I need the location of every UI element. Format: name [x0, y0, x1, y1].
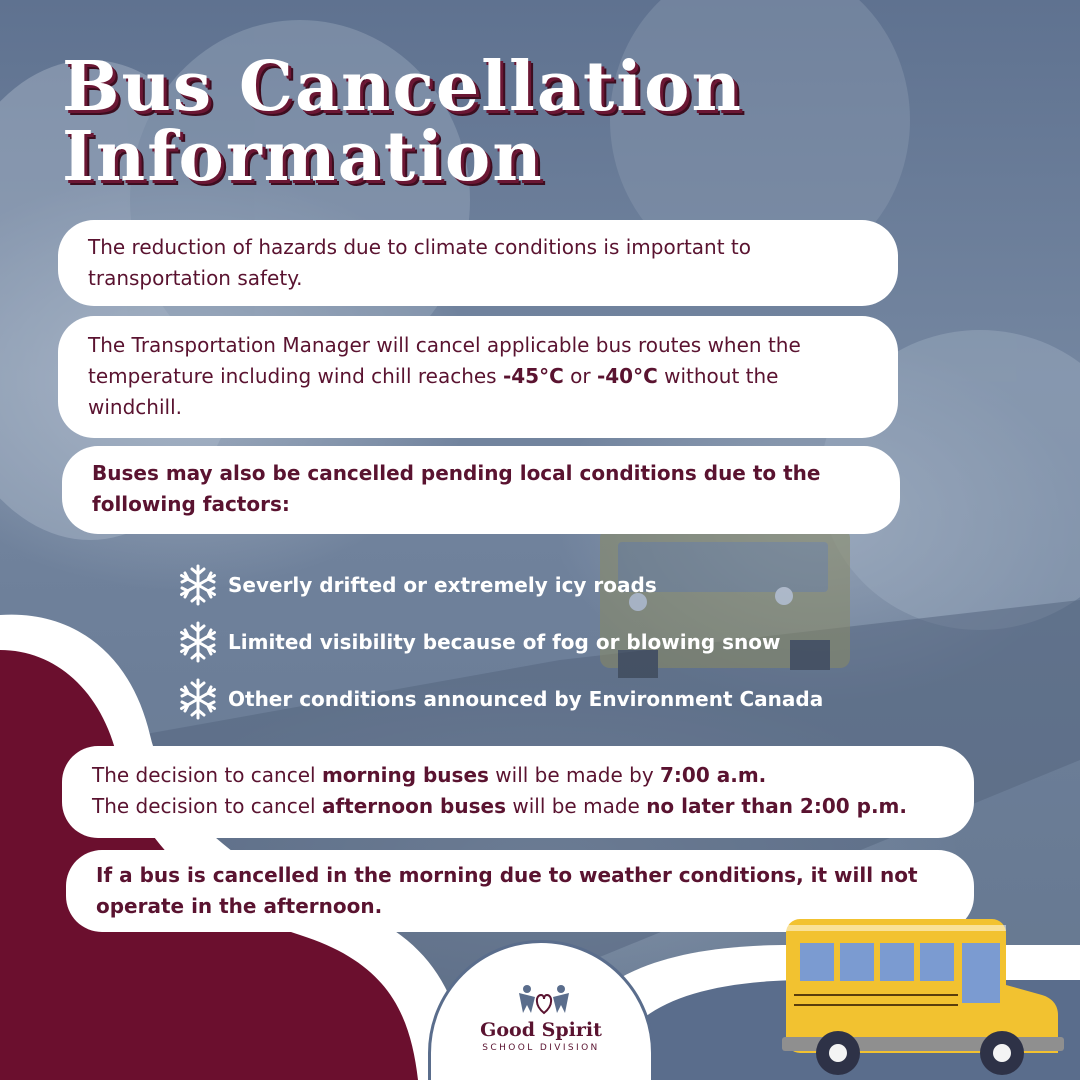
- factors-list: [176, 556, 823, 727]
- decision-line-afternoon: [92, 791, 946, 822]
- snowflake-icon: [176, 677, 220, 721]
- factor-label: Other conditions announced by Environment Canada: [228, 686, 824, 711]
- temperature-text-1: The Transportation Manager will cancel applicable bus routes when the temperature including wind chill reaches: [88, 333, 801, 388]
- temperature-text-3: without the windchill.: [88, 364, 779, 419]
- decision-line-morning: [92, 760, 946, 791]
- temperature-text: [88, 330, 870, 423]
- snowflake-icon: [176, 620, 220, 664]
- snowflake-icon: [176, 563, 220, 607]
- decision-text: The decision to cancel: [92, 763, 322, 787]
- temperature-threshold-no-windchill: -40°C: [596, 364, 658, 388]
- decision-card: [62, 746, 974, 838]
- factor-item-roads: [176, 556, 823, 613]
- factors-intro-card: [62, 446, 900, 534]
- title-line-2: Information: [62, 117, 544, 197]
- decision-text: The decision to cancel: [92, 794, 322, 818]
- temperature-text-2: or: [563, 364, 597, 388]
- decision-text: will be made: [505, 794, 647, 818]
- afternoon-buses-label: afternoon buses: [321, 794, 506, 818]
- morning-deadline: 7:00 a.m.: [660, 763, 767, 787]
- factor-item-visibility: [176, 613, 823, 670]
- page-title: [62, 47, 743, 197]
- factor-item-environment-canada: [176, 670, 823, 727]
- factor-label: Limited visibility because of fog or blowing snow: [228, 629, 781, 654]
- decision-text: will be made by: [488, 763, 661, 787]
- morning-rule-text: If a bus is cancelled in the morning due to weather conditions, it will not operate in the afternoon.: [96, 863, 918, 918]
- logo-subtitle: SCHOOL DIVISION: [482, 1043, 600, 1053]
- hazards-card: [58, 220, 898, 306]
- morning-buses-label: morning buses: [321, 763, 489, 787]
- temperature-threshold-windchill: -45°C: [502, 364, 564, 388]
- hazards-text: The reduction of hazards due to climate conditions is important to transportation safety.: [88, 235, 751, 290]
- factor-label: Severly drifted or extremely icy roads: [228, 572, 657, 597]
- logo-name: Good Spirit: [480, 1019, 602, 1041]
- school-bus-icon: [780, 915, 1070, 1080]
- factors-intro-text: Buses may also be cancelled pending local conditions due to the following factors:: [92, 461, 821, 516]
- temperature-card: [58, 316, 898, 438]
- logo-figures-icon: [517, 983, 571, 1017]
- title-line-1: Bus Cancellation: [62, 47, 743, 127]
- afternoon-deadline: no later than 2:00 p.m.: [646, 794, 907, 818]
